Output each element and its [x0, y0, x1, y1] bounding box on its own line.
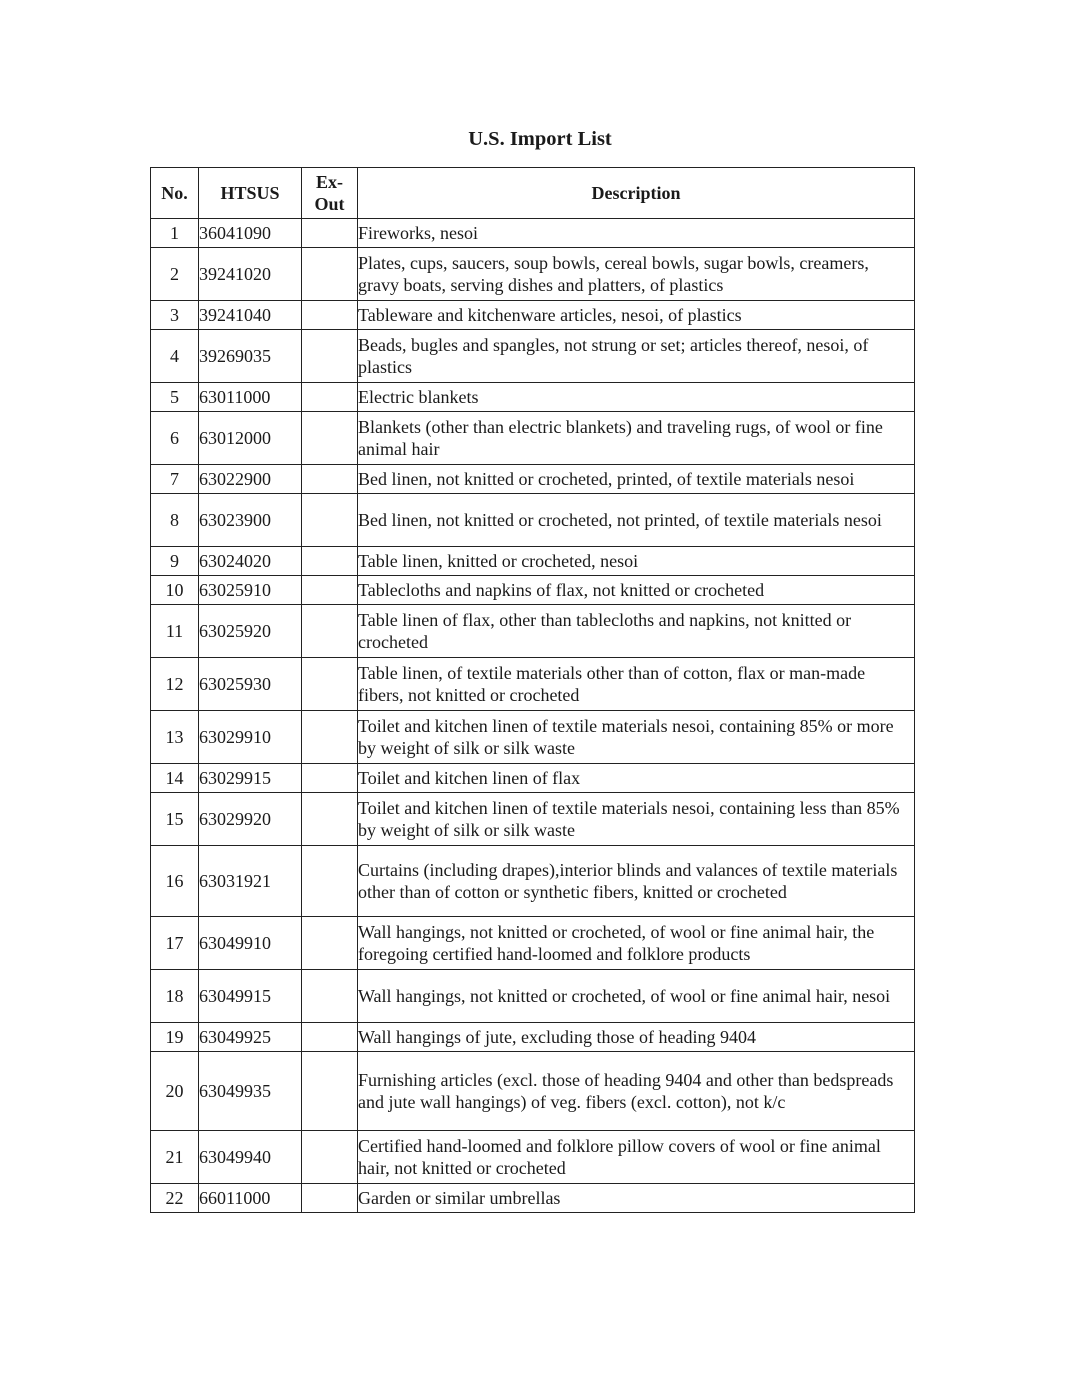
cell-ex-out — [302, 605, 358, 658]
cell-ex-out — [302, 970, 358, 1023]
cell-description: Toilet and kitchen linen of flax — [358, 764, 915, 793]
cell-no: 1 — [151, 219, 199, 248]
cell-description: Wall hangings, not knitted or crocheted, of wool or fine animal hair, nesoi — [358, 970, 915, 1023]
header-no: No. — [151, 168, 199, 219]
cell-ex-out — [302, 846, 358, 917]
cell-htsus: 63049915 — [199, 970, 302, 1023]
cell-ex-out — [302, 1184, 358, 1213]
header-htsus: HTSUS — [199, 168, 302, 219]
cell-no: 18 — [151, 970, 199, 1023]
cell-htsus: 39241040 — [199, 301, 302, 330]
table-row — [151, 1023, 915, 1052]
cell-htsus: 63049940 — [199, 1131, 302, 1184]
header-ex-out — [302, 168, 358, 219]
table-row — [151, 1131, 915, 1184]
cell-htsus: 66011000 — [199, 1184, 302, 1213]
cell-no: 8 — [151, 494, 199, 547]
cell-ex-out — [302, 764, 358, 793]
cell-ex-out — [302, 1131, 358, 1184]
table-body — [151, 219, 915, 1213]
cell-htsus: 63011000 — [199, 383, 302, 412]
header-description: Description — [358, 168, 915, 219]
cell-no: 15 — [151, 793, 199, 846]
cell-htsus: 63025930 — [199, 658, 302, 711]
table-row — [151, 465, 915, 494]
table-row — [151, 1052, 915, 1131]
cell-description: Curtains (including drapes),interior blinds and valances of textile materials other than of cotton or synthetic fibers, knitted or crocheted — [358, 846, 915, 917]
cell-no: 11 — [151, 605, 199, 658]
cell-no: 3 — [151, 301, 199, 330]
cell-description: Garden or similar umbrellas — [358, 1184, 915, 1213]
table-row — [151, 793, 915, 846]
cell-no: 9 — [151, 547, 199, 576]
cell-ex-out — [302, 494, 358, 547]
cell-htsus: 63049935 — [199, 1052, 302, 1131]
cell-ex-out — [302, 917, 358, 970]
cell-ex-out — [302, 465, 358, 494]
cell-ex-out — [302, 547, 358, 576]
cell-ex-out — [302, 1052, 358, 1131]
cell-ex-out — [302, 330, 358, 383]
table-row — [151, 917, 915, 970]
cell-no: 14 — [151, 764, 199, 793]
cell-htsus: 63012000 — [199, 412, 302, 465]
cell-no: 13 — [151, 711, 199, 764]
table-row — [151, 605, 915, 658]
cell-description: Electric blankets — [358, 383, 915, 412]
cell-description: Plates, cups, saucers, soup bowls, cereal bowls, sugar bowls, creamers, gravy boats, serving dishes and platters, of plastics — [358, 248, 915, 301]
cell-htsus: 63023900 — [199, 494, 302, 547]
cell-ex-out — [302, 412, 358, 465]
cell-description: Table linen, of textile materials other than of cotton, flax or man-made fibers, not knitted or crocheted — [358, 658, 915, 711]
table-row — [151, 658, 915, 711]
cell-description: Table linen, knitted or crocheted, nesoi — [358, 547, 915, 576]
cell-no: 6 — [151, 412, 199, 465]
cell-ex-out — [302, 301, 358, 330]
cell-ex-out — [302, 793, 358, 846]
cell-description: Bed linen, not knitted or crocheted, not printed, of textile materials nesoi — [358, 494, 915, 547]
table-row — [151, 219, 915, 248]
cell-htsus: 36041090 — [199, 219, 302, 248]
cell-description: Table linen of flax, other than tablecloths and napkins, not knitted or crocheted — [358, 605, 915, 658]
cell-htsus: 39269035 — [199, 330, 302, 383]
cell-description: Tablecloths and napkins of flax, not knitted or crocheted — [358, 576, 915, 605]
cell-no: 21 — [151, 1131, 199, 1184]
table-row — [151, 1184, 915, 1213]
table-row — [151, 301, 915, 330]
cell-no: 20 — [151, 1052, 199, 1131]
cell-htsus: 63031921 — [199, 846, 302, 917]
cell-description: Blankets (other than electric blankets) and traveling rugs, of wool or fine animal hair — [358, 412, 915, 465]
table-row — [151, 764, 915, 793]
cell-description: Bed linen, not knitted or crocheted, printed, of textile materials nesoi — [358, 465, 915, 494]
cell-no: 22 — [151, 1184, 199, 1213]
cell-no: 7 — [151, 465, 199, 494]
cell-htsus: 63029920 — [199, 793, 302, 846]
cell-no: 5 — [151, 383, 199, 412]
cell-no: 2 — [151, 248, 199, 301]
cell-no: 17 — [151, 917, 199, 970]
cell-no: 4 — [151, 330, 199, 383]
cell-htsus: 63029910 — [199, 711, 302, 764]
cell-description: Beads, bugles and spangles, not strung or set; articles thereof, nesoi, of plastics — [358, 330, 915, 383]
cell-ex-out — [302, 383, 358, 412]
cell-htsus: 63029915 — [199, 764, 302, 793]
table-row — [151, 383, 915, 412]
cell-htsus: 63049925 — [199, 1023, 302, 1052]
cell-ex-out — [302, 1023, 358, 1052]
cell-ex-out — [302, 576, 358, 605]
cell-no: 16 — [151, 846, 199, 917]
cell-ex-out — [302, 711, 358, 764]
page-title: U.S. Import List — [468, 128, 612, 150]
cell-no: 19 — [151, 1023, 199, 1052]
cell-description: Wall hangings, not knitted or crocheted, of wool or fine animal hair, the foregoing certified hand-loomed and folklore products — [358, 917, 915, 970]
cell-description: Certified hand-loomed and folklore pillow covers of wool or fine animal hair, not knitted or crocheted — [358, 1131, 915, 1184]
cell-htsus: 39241020 — [199, 248, 302, 301]
header-ex-out-label: Ex- Out — [314, 172, 345, 214]
table-row — [151, 412, 915, 465]
import-list-table — [150, 167, 915, 1213]
cell-ex-out — [302, 219, 358, 248]
cell-description: Toilet and kitchen linen of textile materials nesoi, containing less than 85% by weight of silk or silk waste — [358, 793, 915, 846]
cell-no: 10 — [151, 576, 199, 605]
table-row — [151, 330, 915, 383]
table-row — [151, 547, 915, 576]
table-row — [151, 711, 915, 764]
cell-htsus: 63025910 — [199, 576, 302, 605]
cell-ex-out — [302, 248, 358, 301]
table-header-row — [151, 168, 915, 219]
table-row — [151, 494, 915, 547]
table-row — [151, 248, 915, 301]
cell-description: Wall hangings of jute, excluding those of heading 9404 — [358, 1023, 915, 1052]
table-row — [151, 846, 915, 917]
cell-htsus: 63025920 — [199, 605, 302, 658]
table-row — [151, 970, 915, 1023]
cell-htsus: 63024020 — [199, 547, 302, 576]
cell-description: Furnishing articles (excl. those of heading 9404 and other than bedspreads and jute wall hangings) of veg. fibers (excl. cotton), not k/c — [358, 1052, 915, 1131]
cell-description: Tableware and kitchenware articles, nesoi, of plastics — [358, 301, 915, 330]
table-row — [151, 576, 915, 605]
cell-description: Toilet and kitchen linen of textile materials nesoi, containing 85% or more by weight of silk or silk waste — [358, 711, 915, 764]
cell-htsus: 63049910 — [199, 917, 302, 970]
cell-htsus: 63022900 — [199, 465, 302, 494]
cell-description: Fireworks, nesoi — [358, 219, 915, 248]
cell-ex-out — [302, 658, 358, 711]
cell-no: 12 — [151, 658, 199, 711]
